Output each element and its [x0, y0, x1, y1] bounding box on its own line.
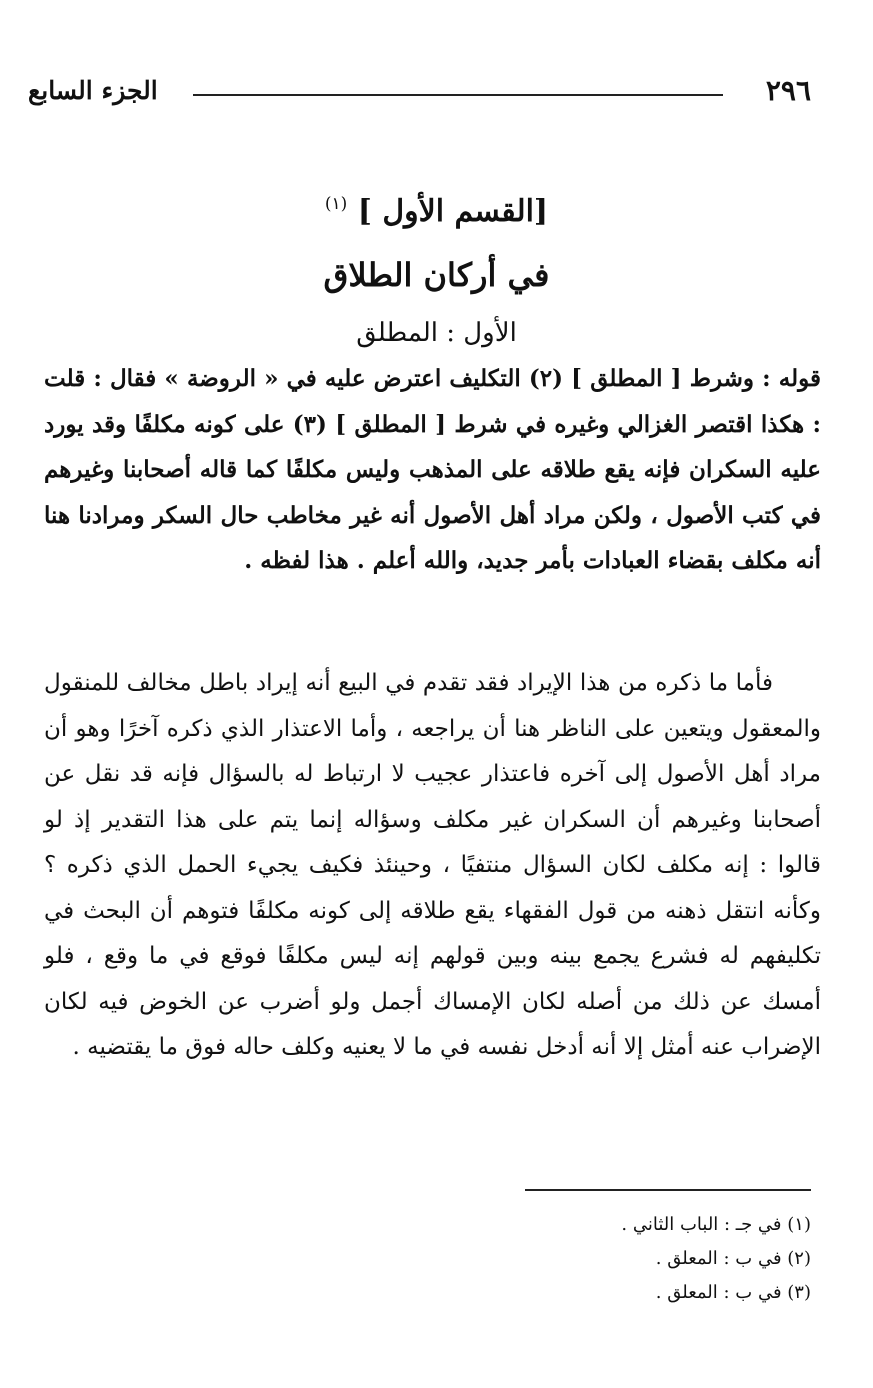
section-heading [0, 184, 873, 244]
chapter-title: في أركان الطلاق [323, 256, 550, 294]
subheading: الأول : المطلق [356, 318, 517, 348]
footnote-3: (٣) في ب : المعلق . [655, 1282, 811, 1303]
section-heading-text: [القسم الأول ] [357, 194, 549, 229]
chapter-headings [0, 184, 873, 360]
quoted-text: قوله : وشرط [ المطلق ] (٢) التكليف اعترض عليه في « الروضة » فقال : قلت : هكذا اقتصر الغزالي وغيره في شرط [ المطلق ] (٣) على كونه مكلفًا وقد يورد عليه السكران فإنه يقع طلاقه على المذهب وليس مكلفًا كما قاله أصحابنا وغيرهم في كتب الأصول ، ولكن مراد أهل الأصول أنه غير مخاطب حال السكر ومرادنا هنا أنه مكلف بقضاء العبادات بأمر جديد، والله أعلم . هذا لفظه . [44, 365, 822, 574]
footnotes [44, 1208, 811, 1310]
footnote-separator [525, 1189, 811, 1191]
page-header [28, 72, 811, 122]
quoted-paragraph [44, 356, 821, 584]
commentary-text: فأما ما ذكره من هذا الإيراد فقد تقدم في البيع أنه إيراد باطل مخالف للمنقول والمعقول ويتعين على الناظر هنا أن يراجعه ، وأما الاعتذار الذي ذكره آخرًا وهو أن مراد أهل الأصول إلى آخره فاعتذار عجيب لا ارتباط له بالسؤال فإنه قد نقل عن أصحابنا وغيرهم أن السكران غير مكلف وسؤاله إنما يتم على هذا التقدير إذ لو قالوا : إنه مكلف لكان السؤال منتفيًا ، وحينئذ فكيف يجيء الحمل الذي ذكره ؟ وكأنه انتقل ذهنه من قول الفقهاء يقع طلاقه إلى كونه مكلفًا فتوهم أن البحث في تكليفهم له فشرع يجمع بينه وبين قولهم إنه ليس مكلفًا فوقع في ما وقع ، فلو أمسك عن ذلك من أصله لكان الإمساك أجمل ولو أضرب عن الخوض فيه لكان الإضراب عنه أمثل إلا أنه أدخل نفسه في ما لا يعنيه وكلف حاله فوق ما يقتضيه . [44, 670, 821, 1060]
commentary-paragraph [44, 661, 821, 1071]
footnote-2: (٢) في ب : المعلق . [655, 1248, 811, 1269]
page-number: ٢٩٦ [765, 74, 811, 107]
footnote-ref-1: (١) [324, 194, 348, 214]
volume-title: الجزء السابع [28, 76, 158, 105]
header-rule [193, 94, 723, 96]
footnote-1: (١) في جـ : الباب الثاني . [621, 1214, 811, 1235]
